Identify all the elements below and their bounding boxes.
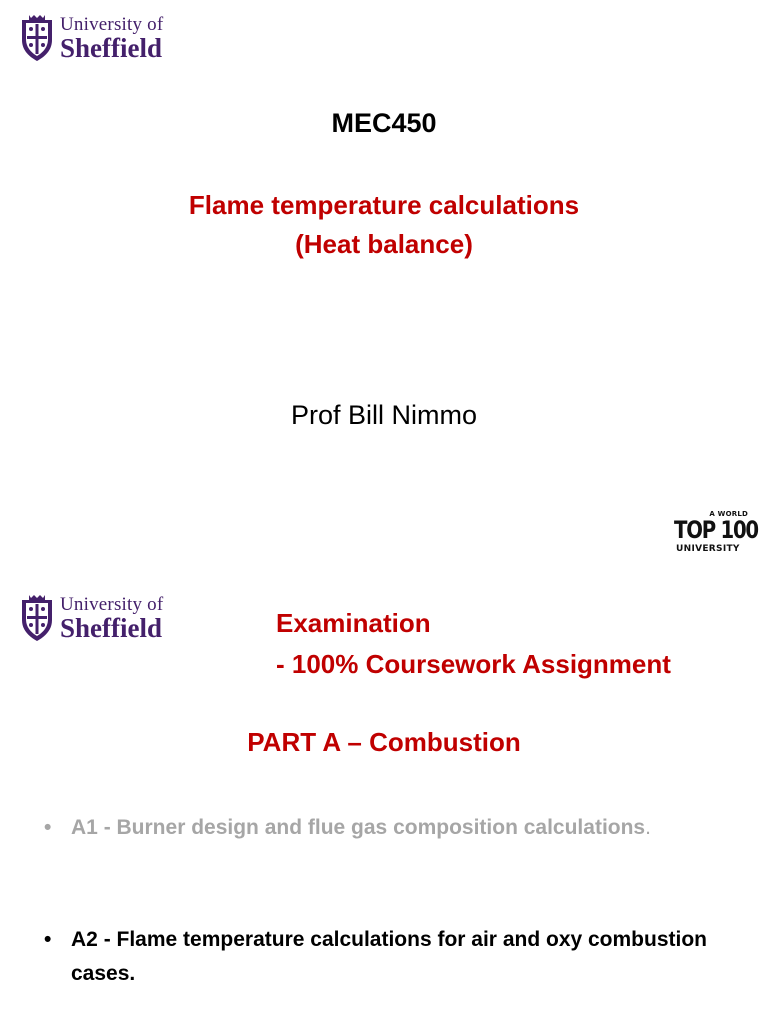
exam-subheading: - 100% Coursework Assignment: [276, 649, 671, 679]
slide-title-line1: Flame temperature calculations: [188, 190, 580, 220]
slide-title-line2: (Heat balance): [295, 229, 473, 259]
university-crest-icon: [20, 14, 54, 62]
logo-text-line2: Sheffield: [60, 612, 163, 643]
logo-text-line1: University of: [60, 593, 164, 615]
exam-heading: Examination: [276, 608, 431, 638]
course-code: MEC450: [331, 108, 437, 138]
bullet-body: - Burner design and flue gas composition calculations: [97, 816, 646, 839]
university-crest-icon: [20, 594, 54, 642]
university-logo: [20, 14, 163, 62]
author-name: Prof Bill Nimmo: [290, 400, 478, 430]
bullet-item-a2: [44, 923, 724, 991]
bullet-label: A1: [71, 816, 98, 839]
bullet-text: [44, 811, 724, 845]
badge-small-text: A WORLD: [709, 510, 748, 518]
bullet-dot-icon: •: [44, 816, 52, 839]
badge-big-text: TOP 100: [674, 516, 758, 544]
top100-university-badge: [672, 510, 758, 558]
part-heading: PART A – Combustion: [247, 727, 521, 757]
bullet-body: - Flame temperature calculations for air and oxy combustion cases.: [71, 928, 708, 985]
university-logo: [20, 594, 163, 642]
bullet-text: [44, 923, 724, 991]
bullet-suffix: .: [645, 816, 651, 839]
bullet-label: A2: [71, 928, 98, 951]
bullet-dot-icon: •: [44, 928, 52, 951]
content-slide: [0, 576, 768, 1024]
logo-text-line2: Sheffield: [60, 32, 163, 63]
badge-bottom-text: UNIVERSITY: [676, 544, 740, 554]
logo-text-line1: University of: [60, 13, 164, 35]
bullet-item-a1: [44, 811, 724, 845]
